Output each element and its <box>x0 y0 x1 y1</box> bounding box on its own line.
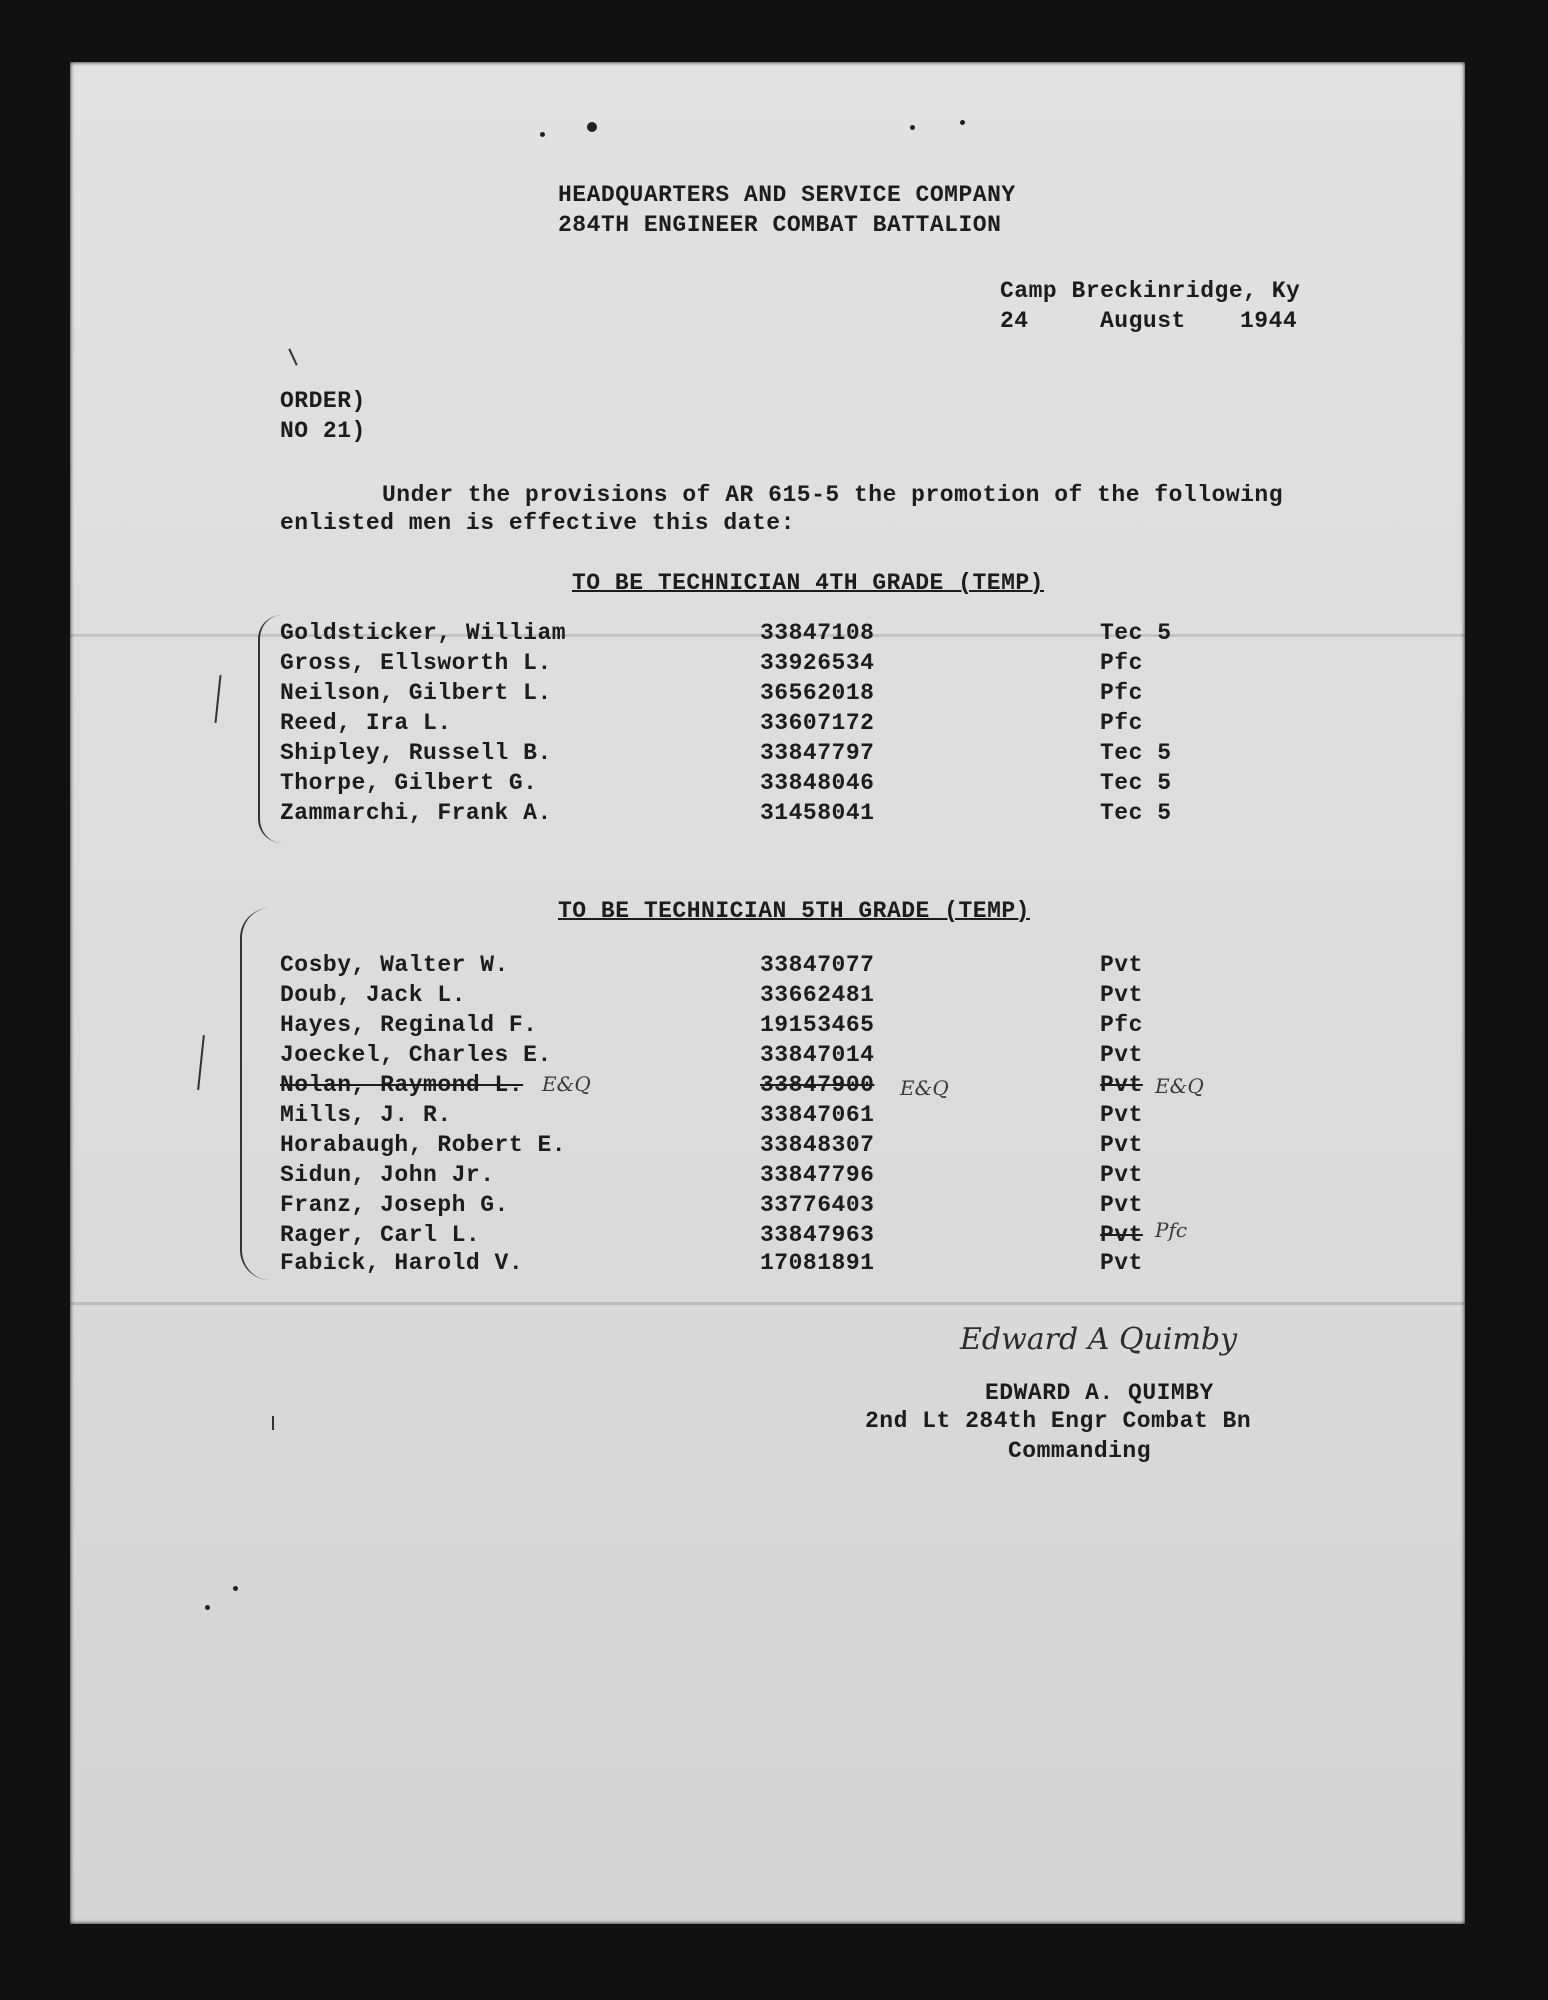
serial-number: 33607172 <box>760 710 875 736</box>
soldier-name: Mills, J. R. <box>280 1102 452 1128</box>
ink-speck <box>233 1586 238 1591</box>
serial-number: 19153465 <box>760 1012 875 1038</box>
serial-number: 33847797 <box>760 740 875 766</box>
brace-mark <box>240 908 272 1280</box>
table-row <box>280 1042 1200 1072</box>
handwritten-note: E&Q <box>900 1076 949 1100</box>
handwritten-note: E&Q <box>542 1072 591 1096</box>
soldier-name: Nolan, Raymond L. <box>280 1072 524 1098</box>
serial-number: 17081891 <box>760 1250 875 1276</box>
date-month: August <box>1100 308 1186 334</box>
table-row <box>280 1102 1200 1132</box>
table-row <box>280 1162 1200 1192</box>
intro-line-2: enlisted men is effective this date: <box>280 510 795 536</box>
table-row <box>280 982 1200 1012</box>
soldier-name: Franz, Joseph G. <box>280 1192 509 1218</box>
company-heading: HEADQUARTERS AND SERVICE COMPANY <box>558 182 1016 208</box>
current-rank: Pfc <box>1100 650 1143 676</box>
current-rank: Pfc <box>1100 710 1143 736</box>
current-rank: Tec 5 <box>1100 620 1172 646</box>
serial-number: 33662481 <box>760 982 875 1008</box>
current-rank: Pvt <box>1100 1042 1143 1068</box>
serial-number: 33847963 <box>760 1222 875 1248</box>
soldier-name: Hayes, Reginald F. <box>280 1012 538 1038</box>
handwritten-note: Pfc <box>1155 1218 1188 1242</box>
table-row <box>280 952 1200 982</box>
current-rank: Pvt <box>1100 1072 1143 1098</box>
intro-line-1: Under the provisions of AR 615-5 the promotion of the following <box>382 482 1284 508</box>
date-day: 24 <box>1000 308 1029 334</box>
ink-speck <box>960 120 965 125</box>
soldier-name: Neilson, Gilbert L. <box>280 680 552 706</box>
current-rank: Pvt <box>1100 1222 1143 1248</box>
current-rank: Pvt <box>1100 1192 1143 1218</box>
serial-number: 33847796 <box>760 1162 875 1188</box>
current-rank: Pfc <box>1100 680 1143 706</box>
ink-speck <box>587 122 597 132</box>
section-heading-tec4: TO BE TECHNICIAN 4TH GRADE (TEMP) <box>572 570 1044 596</box>
soldier-name: Goldsticker, William <box>280 620 567 646</box>
signatory-role: Commanding <box>1008 1438 1152 1464</box>
order-label: ORDER) <box>280 388 366 414</box>
soldier-name: Horabaugh, Robert E. <box>280 1132 567 1158</box>
battalion-heading: 284TH ENGINEER COMBAT BATTALION <box>558 212 1002 238</box>
table-row <box>280 1012 1200 1042</box>
order-number: NO 21) <box>280 418 366 444</box>
soldier-name: Doub, Jack L. <box>280 982 466 1008</box>
serial-number: 33847108 <box>760 620 875 646</box>
soldier-name: Gross, Ellsworth L. <box>280 650 552 676</box>
current-rank: Tec 5 <box>1100 800 1172 826</box>
current-rank: Tec 5 <box>1100 770 1172 796</box>
soldier-name: Joeckel, Charles E. <box>280 1042 552 1068</box>
soldier-name: Zammarchi, Frank A. <box>280 800 552 826</box>
ink-speck <box>205 1605 210 1610</box>
serial-number: 33848307 <box>760 1132 875 1158</box>
soldier-name: Thorpe, Gilbert G. <box>280 770 538 796</box>
soldier-name: Shipley, Russell B. <box>280 740 552 766</box>
table-row <box>280 650 1200 680</box>
table-row <box>280 1218 1200 1252</box>
table-row <box>280 620 1200 650</box>
serial-number: 33847014 <box>760 1042 875 1068</box>
soldier-name: Reed, Ira L. <box>280 710 452 736</box>
serial-number: 31458041 <box>760 800 875 826</box>
current-rank: Pvt <box>1100 1102 1143 1128</box>
serial-number: 33847900 <box>760 1072 875 1098</box>
soldier-name: Sidun, John Jr. <box>280 1162 495 1188</box>
current-rank: Pvt <box>1100 1132 1143 1158</box>
paper-fold <box>70 1302 1465 1305</box>
table-row-struck <box>280 1072 1204 1102</box>
soldier-name: Fabick, Harold V. <box>280 1250 524 1276</box>
current-rank: Pvt <box>1100 1250 1143 1276</box>
ink-speck <box>910 125 915 130</box>
serial-number: 36562018 <box>760 680 875 706</box>
table-row <box>280 680 1200 710</box>
serial-number: 33847077 <box>760 952 875 978</box>
table-row <box>280 1132 1200 1162</box>
serial-number: 33776403 <box>760 1192 875 1218</box>
soldier-name: Rager, Carl L. <box>280 1222 481 1248</box>
date-year: 1944 <box>1240 308 1298 334</box>
table-row <box>280 770 1200 800</box>
ink-speck <box>540 132 545 137</box>
current-rank: Pvt <box>1100 982 1143 1008</box>
current-rank: Tec 5 <box>1100 740 1172 766</box>
location: Camp Breckinridge, Ky <box>1000 278 1301 304</box>
table-row <box>280 740 1200 770</box>
serial-number: 33848046 <box>760 770 875 796</box>
current-rank: Pfc <box>1100 1012 1143 1038</box>
ink-speck <box>272 1416 274 1430</box>
serial-number: 33926534 <box>760 650 875 676</box>
signature: Edward A Quimby <box>960 1322 1238 1357</box>
current-rank: Pvt <box>1100 952 1143 978</box>
brace-mark <box>258 615 282 843</box>
section-heading-tec5: TO BE TECHNICIAN 5TH GRADE (TEMP) <box>558 898 1030 924</box>
current-rank: Pvt <box>1100 1162 1143 1188</box>
table-row <box>280 710 1200 740</box>
table-row <box>280 1192 1200 1222</box>
serial-number: 33847061 <box>760 1102 875 1128</box>
signatory-name: EDWARD A. QUIMBY <box>985 1380 1214 1406</box>
signatory-title: 2nd Lt 284th Engr Combat Bn <box>865 1408 1252 1434</box>
handwritten-note: E&Q <box>1155 1074 1204 1098</box>
soldier-name: Cosby, Walter W. <box>280 952 509 978</box>
table-row <box>280 800 1200 830</box>
table-row <box>280 1250 1200 1280</box>
